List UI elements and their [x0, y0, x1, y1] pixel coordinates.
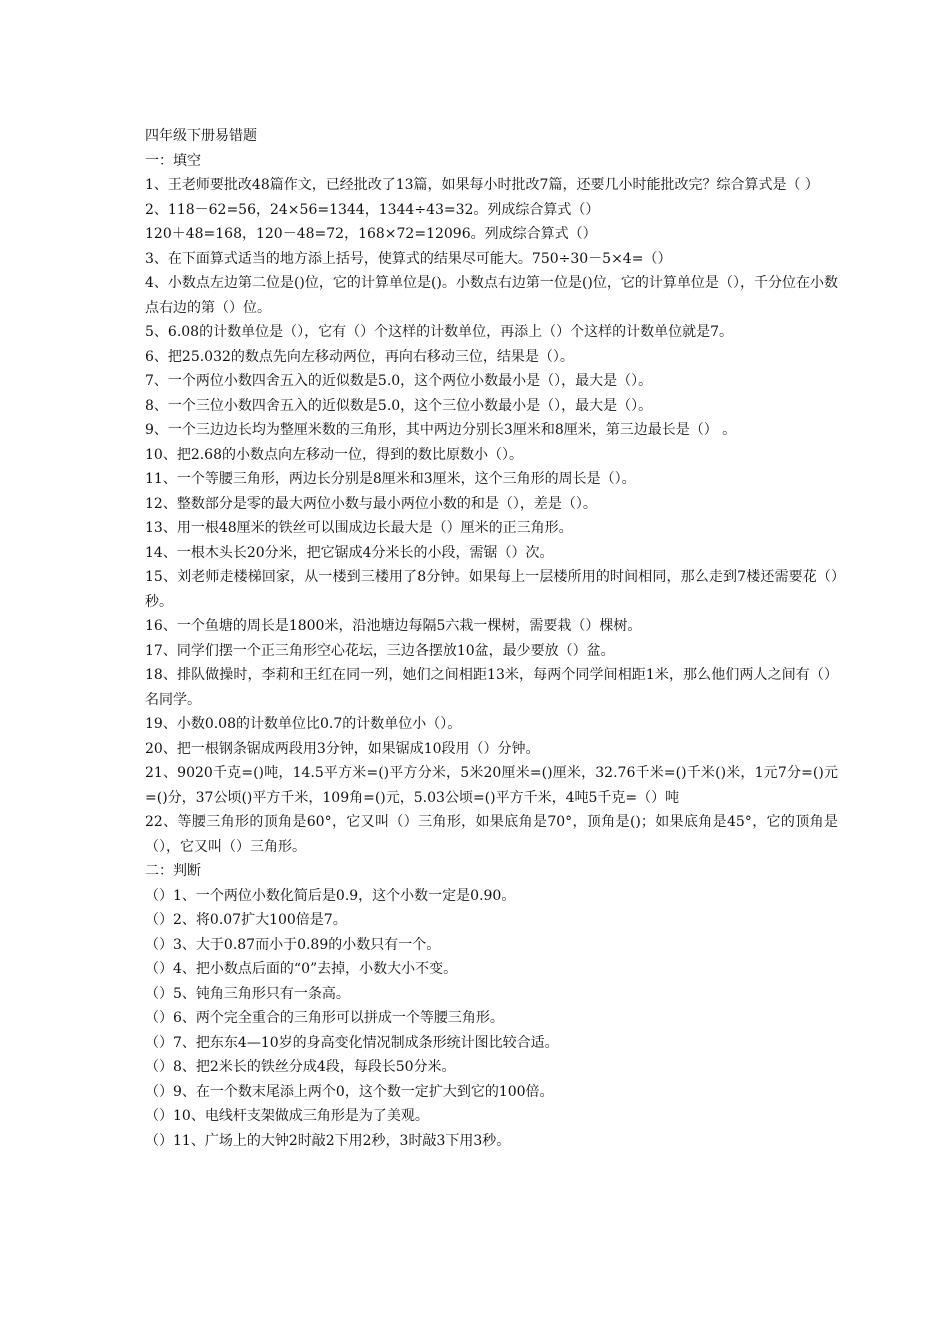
question-line: 22、等腰三角形的顶角是60°，它又叫（）三角形，如果底角是70°，顶角是()；如果底角是45°，它的顶角是（），它又叫（）三角形。	[145, 814, 838, 855]
question-line: 17、同学们摆一个正三角形空心花坛，三边各摆放10盆，最少要放（）盆。	[145, 642, 615, 659]
question-line: 6、把25.032的数点先向左移动两位，再向右移动三位，结果是（）。	[145, 348, 574, 365]
question-line: 7、一个两位小数四舍五入的近似数是5.0，这个两位小数最小是（），最大是（）。	[145, 373, 653, 389]
question-line: 19、小数0.08的计数单位比0.7的计数单位小（）。	[145, 716, 462, 732]
question-line: 9、一个三边边长均为整厘米数的三角形，其中两边分别长3厘米和8厘米，第三边最长是（） 。	[145, 422, 737, 438]
judgment-line: （）3、大于0.87而小于0.89的小数只有一个。	[145, 936, 441, 953]
question-line: 5、6.08的计数单位是（），它有（）个这样的计数单位，再添上（）个这样的计数单位就是7。	[145, 324, 733, 340]
judgment-line: （）1、一个两位小数化简后是0.9，这个小数一定是0.90。	[145, 887, 516, 904]
judgment-line: （）4、把小数点后面的“0”去掉，小数大小不变。	[145, 961, 458, 977]
judgment-line: （）6、两个完全重合的三角形可以拼成一个等腰三角形。	[145, 1010, 504, 1026]
question-line: 11、一个等腰三角形，两边长分别是8厘米和3厘米，这个三角形的周长是（）。	[145, 471, 636, 487]
judgment-line: （）9、在一个数末尾添上两个0，这个数一定扩大到它的100倍。	[145, 1083, 554, 1100]
question-line: 8、一个三位小数四舍五入的近似数是5.0，这个三位小数最小是（），最大是（）。	[145, 397, 653, 414]
question-line: 16、一个鱼塘的周长是1800米，沿池塘边每隔5六栽一棵树，需要栽（）棵树。	[145, 618, 642, 634]
question-line: 20、把一根钢条锯成两段用3分钟，如果锯成10段用（）分钟。	[145, 740, 540, 757]
document-content	[145, 124, 838, 1153]
question-line: 12、整数部分是零的最大两位小数与最小两位小数的和是（），差是（）。	[145, 495, 597, 512]
judgment-line: （）7、把东东4—10岁的身高变化情况制成条形统计图比较合适。	[145, 1034, 559, 1051]
question-line: 2、118－62=56，24×56=1344，1344÷43=32。列成综合算式（）	[145, 201, 600, 218]
judgment-line: （）11、广场上的大钟2时敲2下用2秒，3时敲3下用3秒。	[145, 1132, 511, 1149]
document-title: 四年级下册易错题	[145, 128, 257, 144]
question-line: 120＋48=168，120－48=72，168×72=12096。列成综合算式（）	[145, 226, 597, 242]
question-line: 4、小数点左边第二位是()位，它的计算单位是()。小数点右边第一位是()位，它的计算单位是（），千分位在小数点右边的第（）位。	[145, 275, 838, 316]
section-heading-true-false: 二：判断	[145, 863, 201, 879]
question-line: 14、一根木头长20分米，把它锯成4分米长的小段，需锯（）次。	[145, 544, 554, 561]
question-line: 18、排队做操时，李莉和王红在同一列，她们之间相距13米，每两个同学间相距1米，那么他们两人之间有（）名同学。	[145, 667, 838, 708]
judgment-line: （）8、把2米长的铁丝分成4段，每段长50分米。	[145, 1059, 456, 1075]
judgment-line: （）2、将0.07扩大100倍是7。	[145, 912, 347, 928]
question-line: 1、王老师要批改48篇作文，已经批改了13篇，如果每小时批改7篇，还要几小时能批改完？综合算式是（ ）	[145, 177, 819, 193]
judgment-line: （）5、钝角三角形只有一条高。	[145, 985, 350, 1002]
section-heading-fill-blanks: 一：填空	[145, 152, 201, 169]
judgment-line: （）10、电线杆支架做成三角形是为了美观。	[145, 1108, 429, 1124]
question-line: 15、刘老师走楼梯回家，从一楼到三楼用了8分钟。如果每上一层楼所用的时间相同，那么走到7楼还需要花（）秒。	[145, 569, 838, 610]
question-line: 3、在下面算式适当的地方添上括号，使算式的结果尽可能大。750÷30－5×4=（）	[145, 250, 672, 267]
question-line: 13、用一根48厘米的铁丝可以围成边长最大是（）厘米的正三角形。	[145, 520, 573, 536]
question-line: 21、9020千克=()吨，14.5平方米=()平方分米，5米20厘米=()厘米，32.76千米=()千米()米，1元7分=()元=()分，37公顷()平方千米，109角=()元，5.03公顷=()平方千米，4吨5千克=（）吨	[145, 765, 838, 806]
question-line: 10、把2.68的小数点向左移动一位，得到的数比原数小（）。	[145, 446, 523, 463]
